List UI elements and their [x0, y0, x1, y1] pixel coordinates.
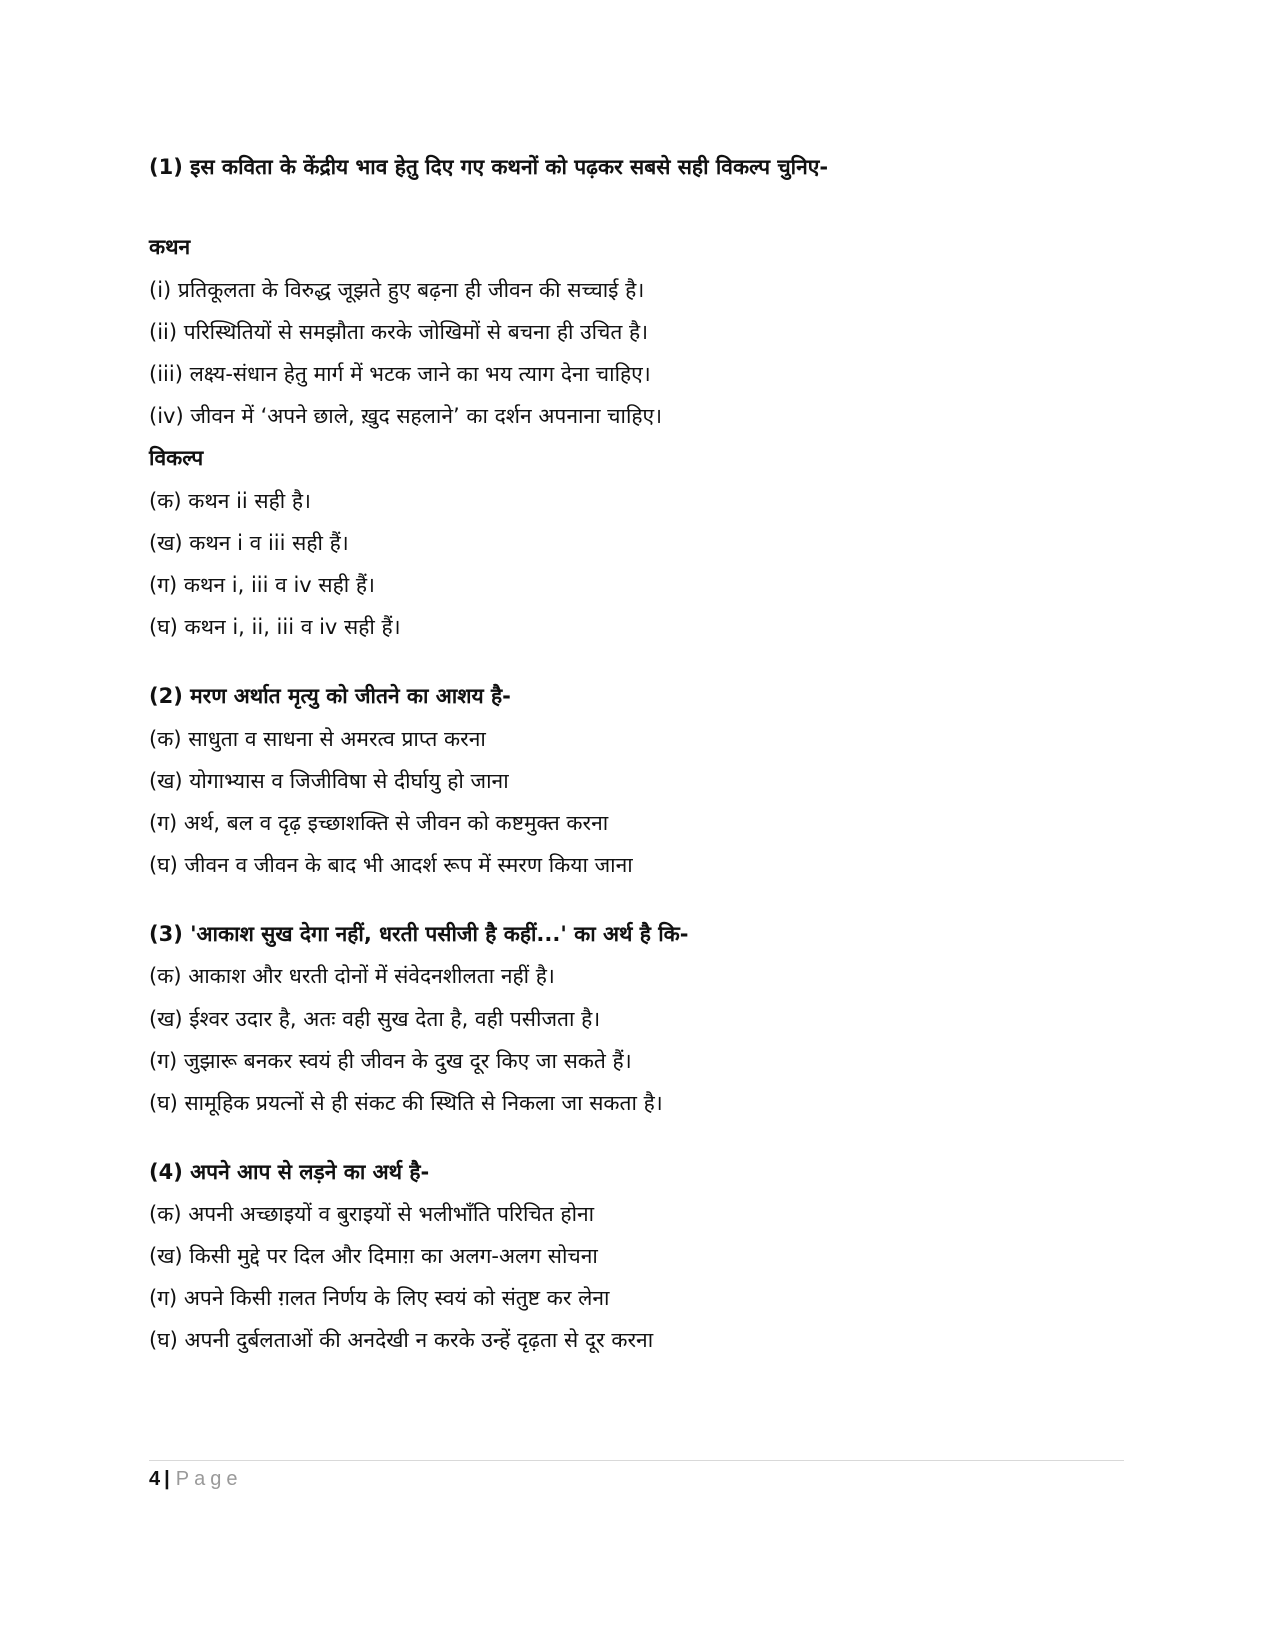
- question-2-title: (2) मरण अर्थात मृत्यु को जीतने का आशय है-: [149, 684, 511, 708]
- q4-option-ka: (क) अपनी अच्छाइयों व बुराइयों से भलीभाँति परिचित होना: [149, 1202, 595, 1226]
- q2-option-ka: (क) साधुता व साधना से अमरत्व प्राप्त करना: [149, 727, 486, 751]
- page-number: 4: [149, 1468, 161, 1490]
- q2-option-ga: (ग) अर्थ, बल व दृढ़ इच्छाशक्ति से जीवन को कष्टमुक्त करना: [149, 811, 609, 835]
- statement-iv: (iv) जीवन में ‘अपने छाले, ख़ुद सहलाने’ का दर्शन अपनाना चाहिए।: [149, 404, 663, 428]
- question-1-title: (1) इस कविता के केंद्रीय भाव हेतु दिए गए कथनों को पढ़कर सबसे सही विकल्प चुनिए-: [149, 155, 829, 179]
- page-label: Page: [175, 1468, 243, 1490]
- q1-option-ka: (क) कथन ii सही है।: [149, 489, 311, 513]
- q1-option-ga: (ग) कथन i, iii व iv सही हैं।: [149, 573, 375, 597]
- footer-divider: [149, 1460, 1124, 1461]
- question-3-title: (3) 'आकाश सुख देगा नहीं, धरती पसीजी है कहीं...' का अर्थ है कि-: [149, 922, 689, 946]
- q4-option-ga: (ग) अपने किसी ग़लत निर्णय के लिए स्वयं को संतुष्ट कर लेना: [149, 1286, 610, 1310]
- statement-ii: (ii) परिस्थितियों से समझौता करके जोखिमों से बचना ही उचित है।: [149, 320, 649, 344]
- q3-option-gha: (घ) सामूहिक प्रयत्नों से ही संकट की स्थिति से निकला जा सकता है।: [149, 1091, 663, 1115]
- footer-separator: |: [164, 1468, 170, 1490]
- page-footer: [149, 1464, 242, 1494]
- q3-option-kha: (ख) ईश्वर उदार है, अतः वही सुख देता है, वही पसीजता है।: [149, 1007, 601, 1031]
- q1-option-kha: (ख) कथन i व iii सही हैं।: [149, 531, 349, 555]
- statements-heading: कथन: [149, 235, 191, 259]
- statement-iii: (iii) लक्ष्य-संधान हेतु मार्ग में भटक जाने का भय त्याग देना चाहिए।: [149, 362, 651, 386]
- q3-option-ga: (ग) जुझारू बनकर स्वयं ही जीवन के दुख दूर किए जा सकते हैं।: [149, 1049, 632, 1073]
- q4-option-kha: (ख) किसी मुद्दे पर दिल और दिमाग़ का अलग-अलग सोचना: [149, 1244, 598, 1268]
- options-heading: विकल्प: [149, 446, 204, 470]
- q3-option-ka: (क) आकाश और धरती दोनों में संवेदनशीलता नहीं है।: [149, 964, 555, 988]
- question-4-title: (4) अपने आप से लड़ने का अर्थ है-: [149, 1160, 430, 1184]
- q4-option-gha: (घ) अपनी दुर्बलताओं की अनदेखी न करके उन्हें दृढ़ता से दूर करना: [149, 1328, 654, 1352]
- statement-i: (i) प्रतिकूलता के विरुद्ध जूझते हुए बढ़ना ही जीवन की सच्चाई है।: [149, 278, 645, 302]
- q2-option-kha: (ख) योगाभ्यास व जिजीविषा से दीर्घायु हो जाना: [149, 769, 509, 793]
- q1-option-gha: (घ) कथन i, ii, iii व iv सही हैं।: [149, 615, 401, 639]
- q2-option-gha: (घ) जीवन व जीवन के बाद भी आदर्श रूप में स्मरण किया जाना: [149, 853, 633, 877]
